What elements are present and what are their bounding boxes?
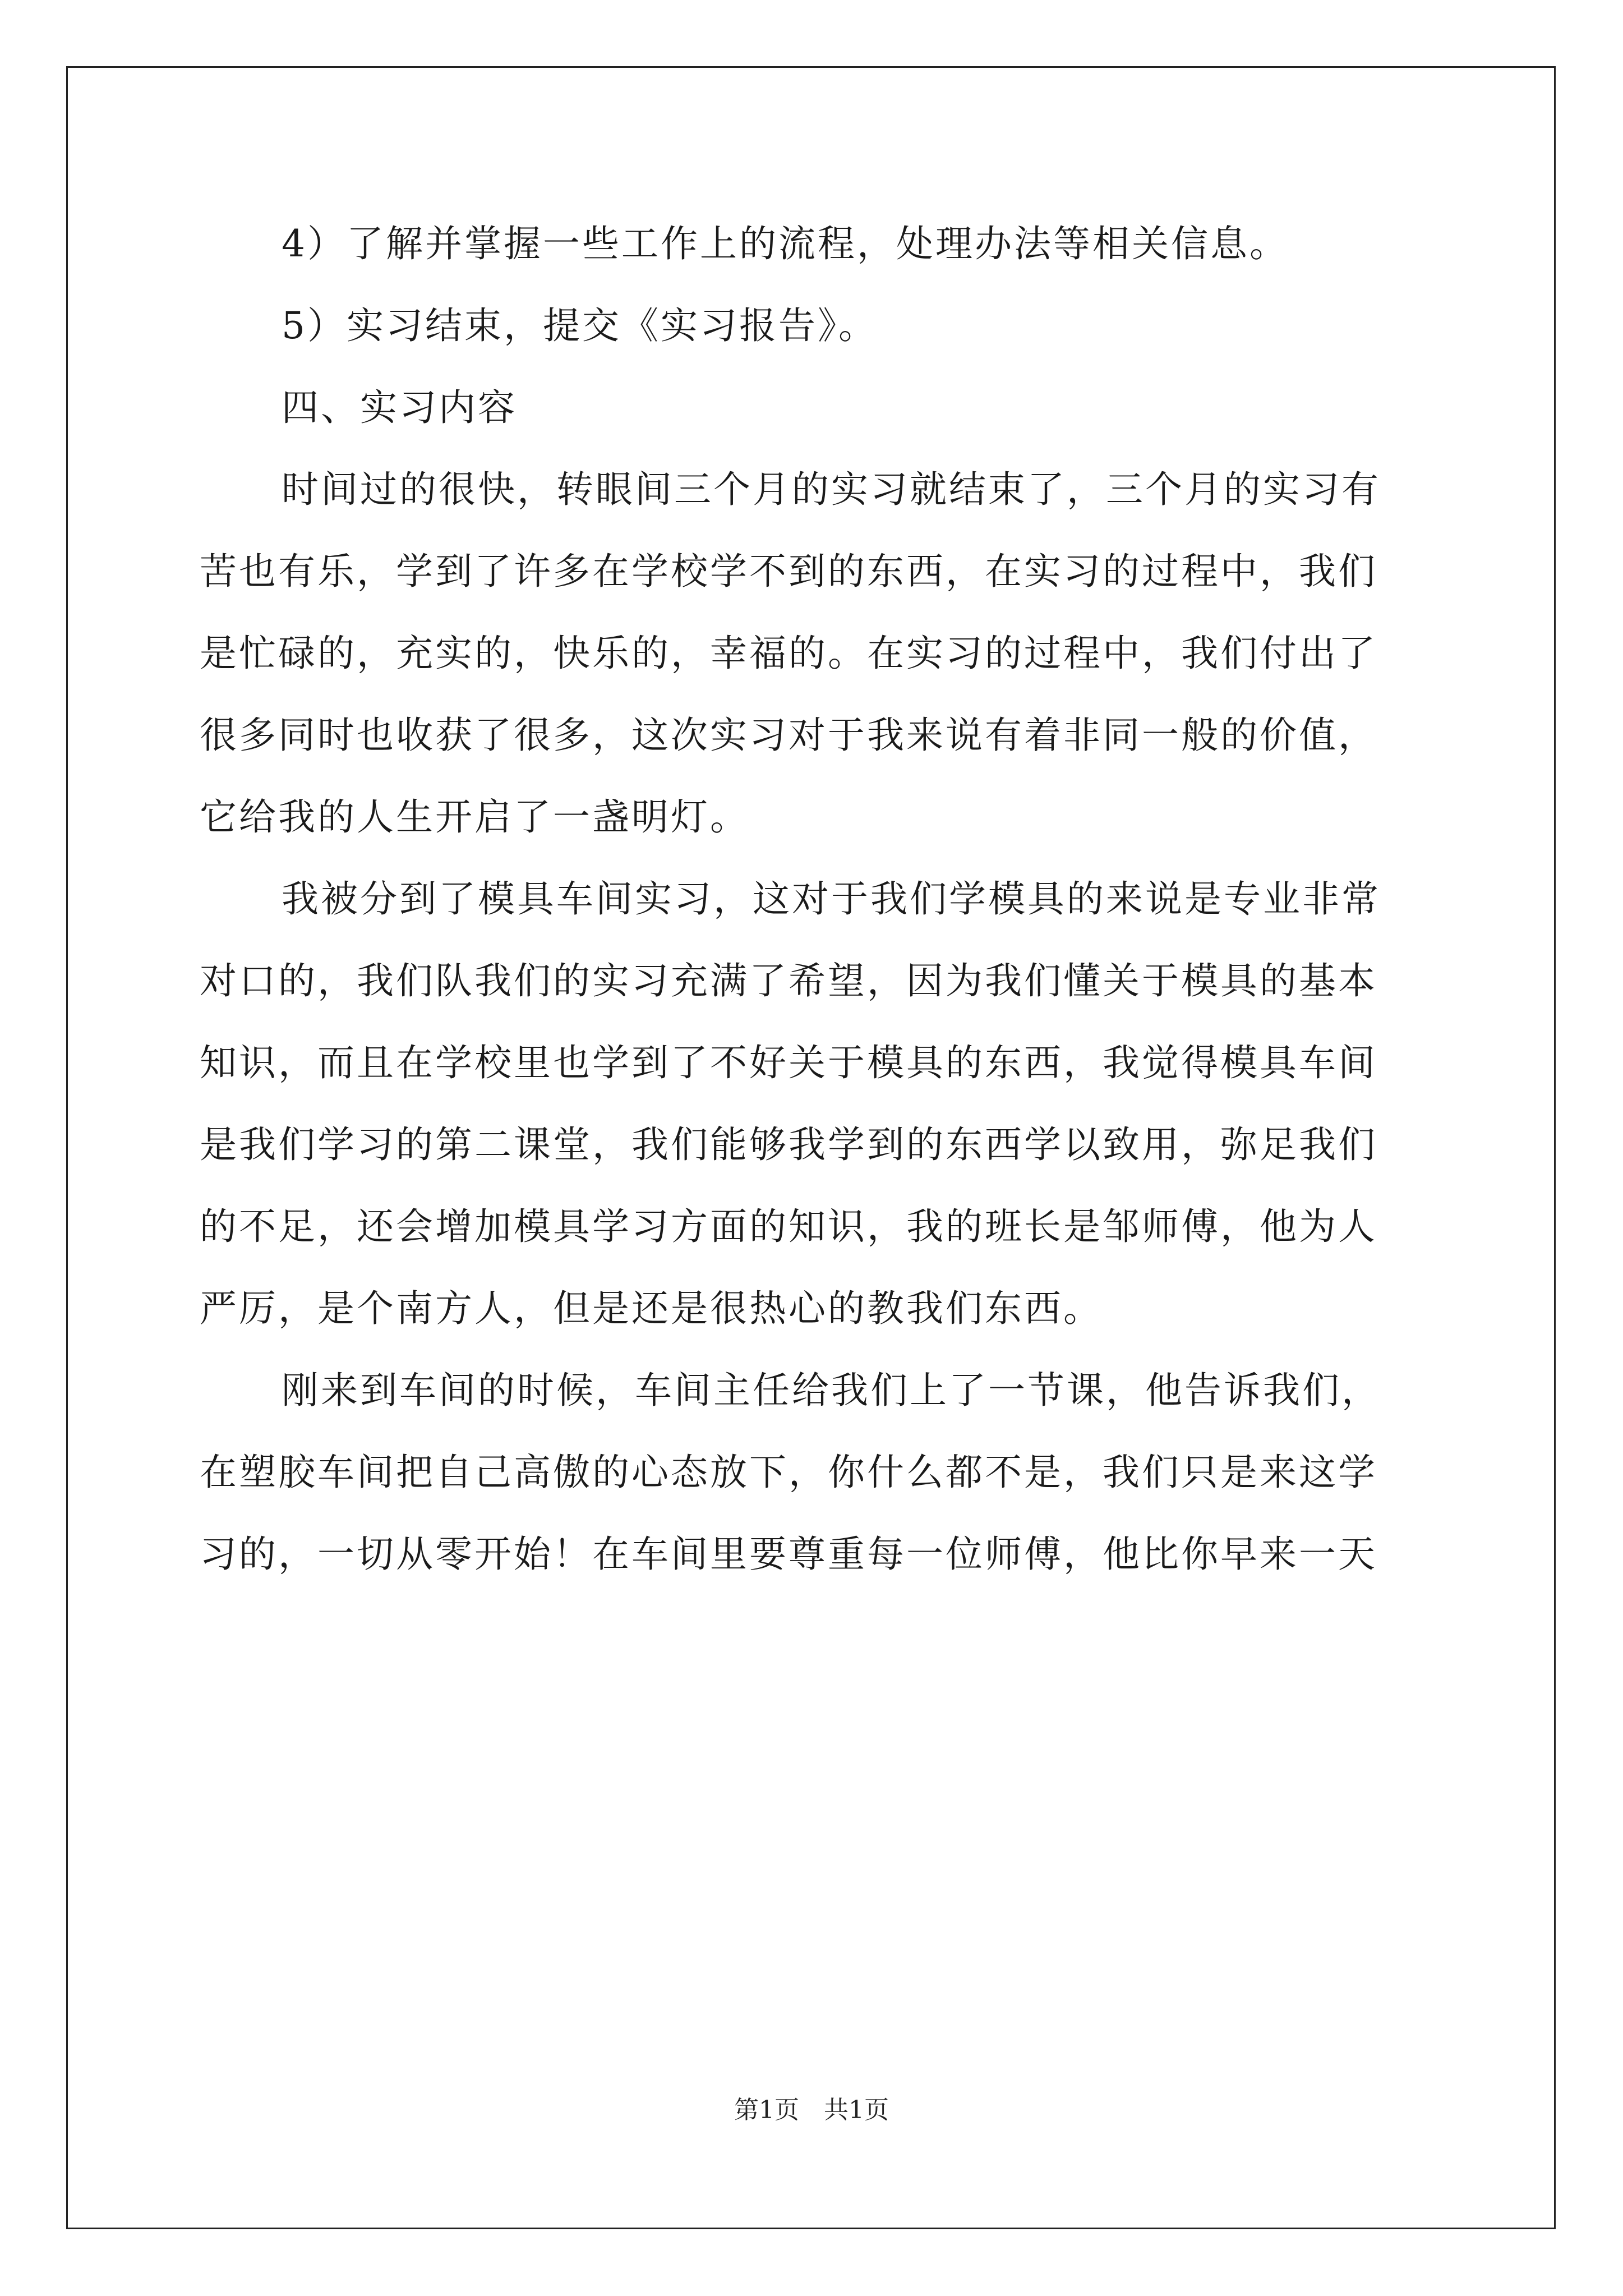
text-line: 习的，一切从零开始！在车间里要尊重每一位师傅，他比你早来一天 — [200, 1533, 1377, 1576]
text-line: 很多同时也收获了很多，这次实习对于我来说有着非同一般的价值， — [200, 714, 1377, 757]
text-line: 5）实习结束，提交《实习报告》。 — [282, 304, 878, 347]
text-line: 严厉，是个南方人，但是还是很热心的教我们东西。 — [200, 1287, 1103, 1330]
text-line: 时间过的很快，转眼间三个月的实习就结束了，三个月的实习有 — [282, 468, 1381, 511]
text-line: 苦也有乐，学到了许多在学校学不到的东西，在实习的过程中，我们 — [200, 550, 1377, 593]
text-line: 4）了解并掌握一些工作上的流程，处理办法等相关信息。 — [282, 222, 1289, 265]
text-line: 刚来到车间的时候，车间主任给我们上了一节课，他告诉我们， — [282, 1369, 1381, 1412]
page-number-footer: 第1页 共1页 — [734, 2096, 889, 2124]
text-line: 在塑胶车间把自己高傲的心态放下，你什么都不是，我们只是来这学 — [200, 1451, 1377, 1494]
text-line: 的不足，还会增加模具学习方面的知识，我的班长是邹师傅，他为人 — [200, 1205, 1377, 1248]
document-body — [200, 222, 1428, 1576]
text-line: 知识，而且在学校里也学到了不好关于模具的东西，我觉得模具车间 — [200, 1041, 1377, 1084]
text-line: 是我们学习的第二课堂，我们能够我学到的东西学以致用，弥足我们 — [200, 1123, 1377, 1166]
section-heading: 四、实习内容 — [282, 386, 517, 429]
text-line: 我被分到了模具车间实习，这对于我们学模具的来说是专业非常 — [282, 877, 1381, 921]
text-line: 对口的，我们队我们的实习充满了希望，因为我们懂关于模具的基本 — [200, 959, 1377, 1002]
text-line: 它给我的人生开启了一盏明灯。 — [200, 795, 749, 839]
text-line: 是忙碌的，充实的，快乐的，幸福的。在实习的过程中，我们付出了 — [200, 632, 1377, 675]
